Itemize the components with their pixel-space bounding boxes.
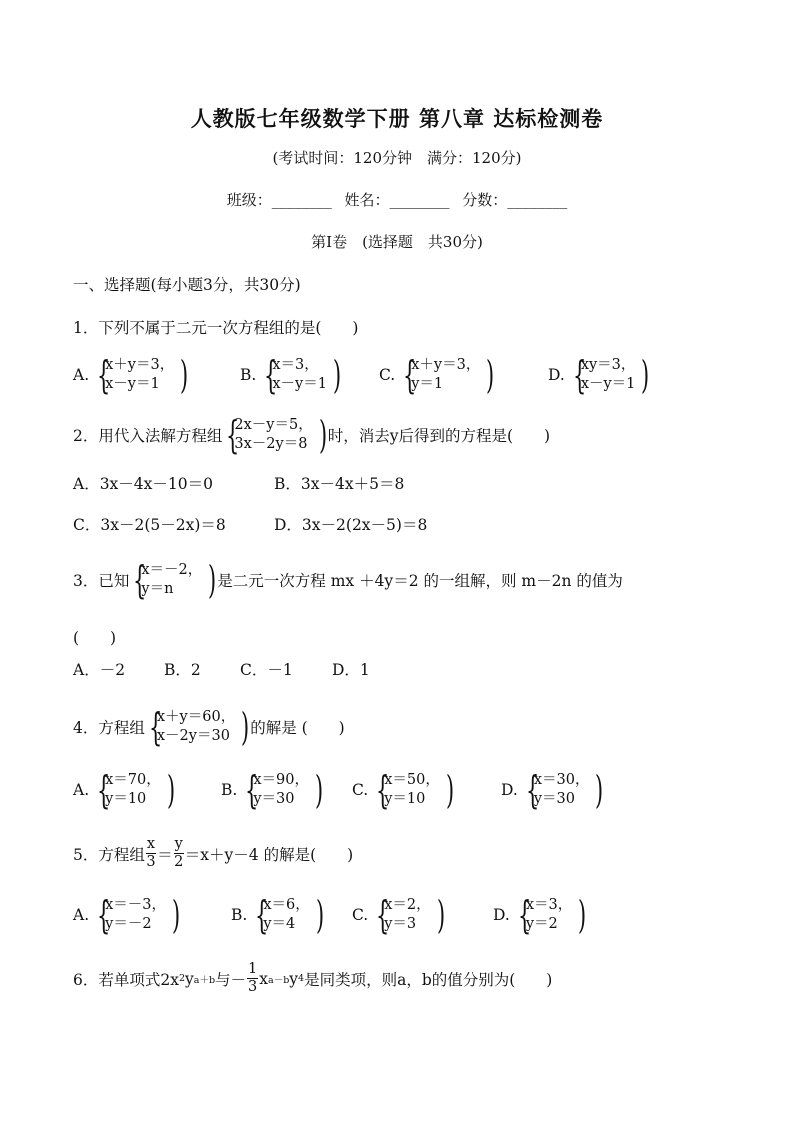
option-d: D．1 (332, 661, 370, 679)
question-5-options (73, 893, 673, 938)
option-d: D. { xy＝3， x－y＝1 ) (548, 353, 650, 397)
option-b: B．2 (164, 661, 201, 679)
option-b: B. { x＝6， y＝4 ) (231, 893, 324, 937)
student-info (0, 189, 794, 210)
part-heading: 一、选择题(每小题3分，共30分) (73, 276, 301, 294)
question-5-stem: 5．方程组 $\frac{x}{3}$ ＝ $\frac{y}{2}$ ＝x＋y－4 的解是( ) (73, 836, 354, 870)
exam-info: (考试时间：120分钟 满分：120分) (272, 149, 522, 167)
option-a: A. { x＝－3， y＝－2 ) (73, 893, 181, 937)
section-heading: 第Ⅰ卷 (选择题 共30分) (311, 233, 483, 251)
option-c: C．－1 (240, 661, 293, 679)
option-d: D．3x－2(2x－5)＝8 (274, 516, 428, 534)
score-field: 分数：________ (462, 191, 568, 209)
option-c: C. { x＋y＝3， y＝1 ) (379, 353, 495, 397)
option-c: C．3x－2(5－2x)＝8 (73, 516, 226, 534)
class-field: 班级：________ (226, 191, 332, 209)
option-b: B. { x＝90， y＝30 ) (221, 768, 324, 812)
option-d: D. { x＝30， y＝30 ) (501, 768, 604, 812)
option-c: C. { x＝2， y＝3 ) (352, 893, 445, 937)
option-b: B．3x－4x＋5＝8 (274, 475, 405, 493)
question-3-stem: 3．已知 { x＝－2， y＝n ) 是二元一次方程 mx ＋4y＝2 的一组解，则 m－2n 的值为 (73, 558, 623, 602)
question-6-stem: 6．若单项式2x 2 y a＋b 与－ $\frac{1}{3}$ x a－b y 4 是同类项，则a，b的值分别为( ) (73, 961, 553, 995)
page-title: 人教版七年级数学下册 第八章 达标检测卷 (190, 107, 604, 131)
name-field: 姓名：________ (344, 191, 450, 209)
question-2-stem: 2．用代入法解方程组 { 2x－y＝5， 3x－2y＝8 ) 时，消去y后得到的方程是( ) (73, 413, 551, 457)
question-3-stem-cont: ( ) (73, 629, 117, 647)
option-a: A. { x＝70， y＝10 ) (73, 768, 175, 812)
option-b: B. { x＝3， x－y＝1 ) (240, 353, 342, 397)
question-4-stem: 4．方程组 { x＋y＝60， x－2y＝30 ) 的解是 ( ) (73, 705, 345, 749)
option-a: A. { x＋y＝3， x－y＝1 ) (73, 353, 189, 397)
question-4-options (73, 768, 673, 813)
question-1-stem: 1．下列不属于二元一次方程组的是( ) (73, 319, 359, 337)
option-d: D. { x＝3， y＝2 ) (493, 893, 587, 937)
option-c: C. { x＝50， y＝10 ) (352, 768, 455, 812)
option-a: A．－2 (73, 661, 126, 679)
option-a: A．3x－4x－10＝0 (73, 475, 213, 493)
question-1-options (73, 353, 733, 398)
